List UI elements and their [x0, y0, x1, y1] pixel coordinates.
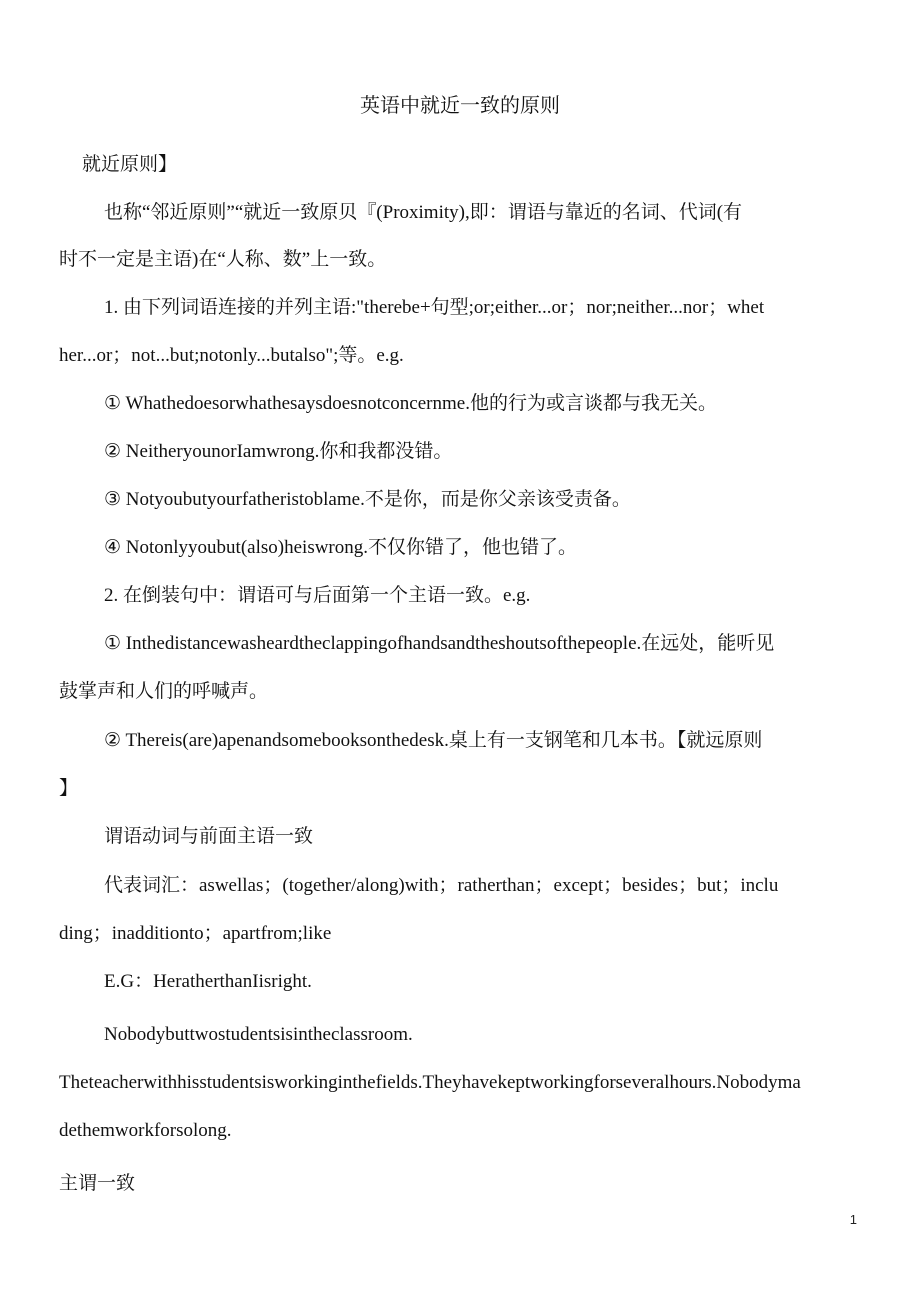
section-heading-subject-verb-agreement: 主谓一致 [59, 1173, 136, 1194]
example-5-line-2: 鼓掌声和人们的呼喊声。 [59, 681, 269, 702]
example-5-line-1: ① Inthedistancewasheardtheclappingofhandsandtheshoutsofthepeople.在远处，能听见 [104, 633, 775, 654]
rule-1-line-2: her...or；not...but;notonly...butalso";等。e.g. [59, 345, 404, 366]
example-4: ④ Notonlyyoubut(also)heiswrong.不仅你错了，他也错了。 [104, 537, 578, 558]
example-6-line-1: ② Thereis(are)apenandsomebooksonthedesk.桌上有一支钢笔和几本书。【就远原则 [104, 730, 763, 751]
page-number: 1 [849, 1212, 857, 1227]
example-sentence-1: Nobodybuttwostudentsisintheclassroom. [104, 1024, 413, 1045]
example-sentence-2-line-2: dethemworkforsolong. [59, 1120, 232, 1141]
example-1: ① Whathedoesorwhathesaysdoesnotconcernme.他的行为或言谈都与我无关。 [104, 393, 717, 414]
page-title: 英语中就近一致的原则 [360, 95, 560, 117]
section-heading-predicate-agreement: 谓语动词与前面主语一致 [104, 826, 314, 847]
example-3: ③ Notyoubutyourfatheristoblame.不是你，而是你父亲该受责备。 [104, 489, 631, 510]
intro-paragraph-line-2: 时不一定是主语)在“人称、数”上一致。 [59, 249, 387, 270]
example-sentence-2-line-1: Theteacherwithhisstudentsisworkinginthefields.Theyhavekeptworkingforseveralhours.Nobodyma [59, 1072, 801, 1093]
example-eg: E.G：HeratherthanIisright. [104, 971, 312, 992]
example-6-line-2: 】 [59, 778, 79, 799]
vocabulary-line-2: ding；inadditionto；apartfrom;like [59, 923, 332, 944]
example-2: ② NeitheryounorIamwrong.你和我都没错。 [104, 441, 453, 462]
section-heading-proximity: 就近原则】 [82, 154, 178, 175]
rule-1-line-1: 1. 由下列词语连接的并列主语:"therebe+句型;or;either...or；nor;neither...nor；whet [104, 297, 765, 318]
intro-paragraph-line-1: 也称“邻近原则”“就近一致原贝『(Proximity),即：谓语与靠近的名词、代词(有 [104, 202, 743, 223]
vocabulary-line-1: 代表词汇：aswellas；(together/along)with；ratherthan；except；besides；but；inclu [104, 875, 779, 896]
rule-2: 2. 在倒装句中：谓语可与后面第一个主语一致。e.g. [104, 585, 531, 606]
